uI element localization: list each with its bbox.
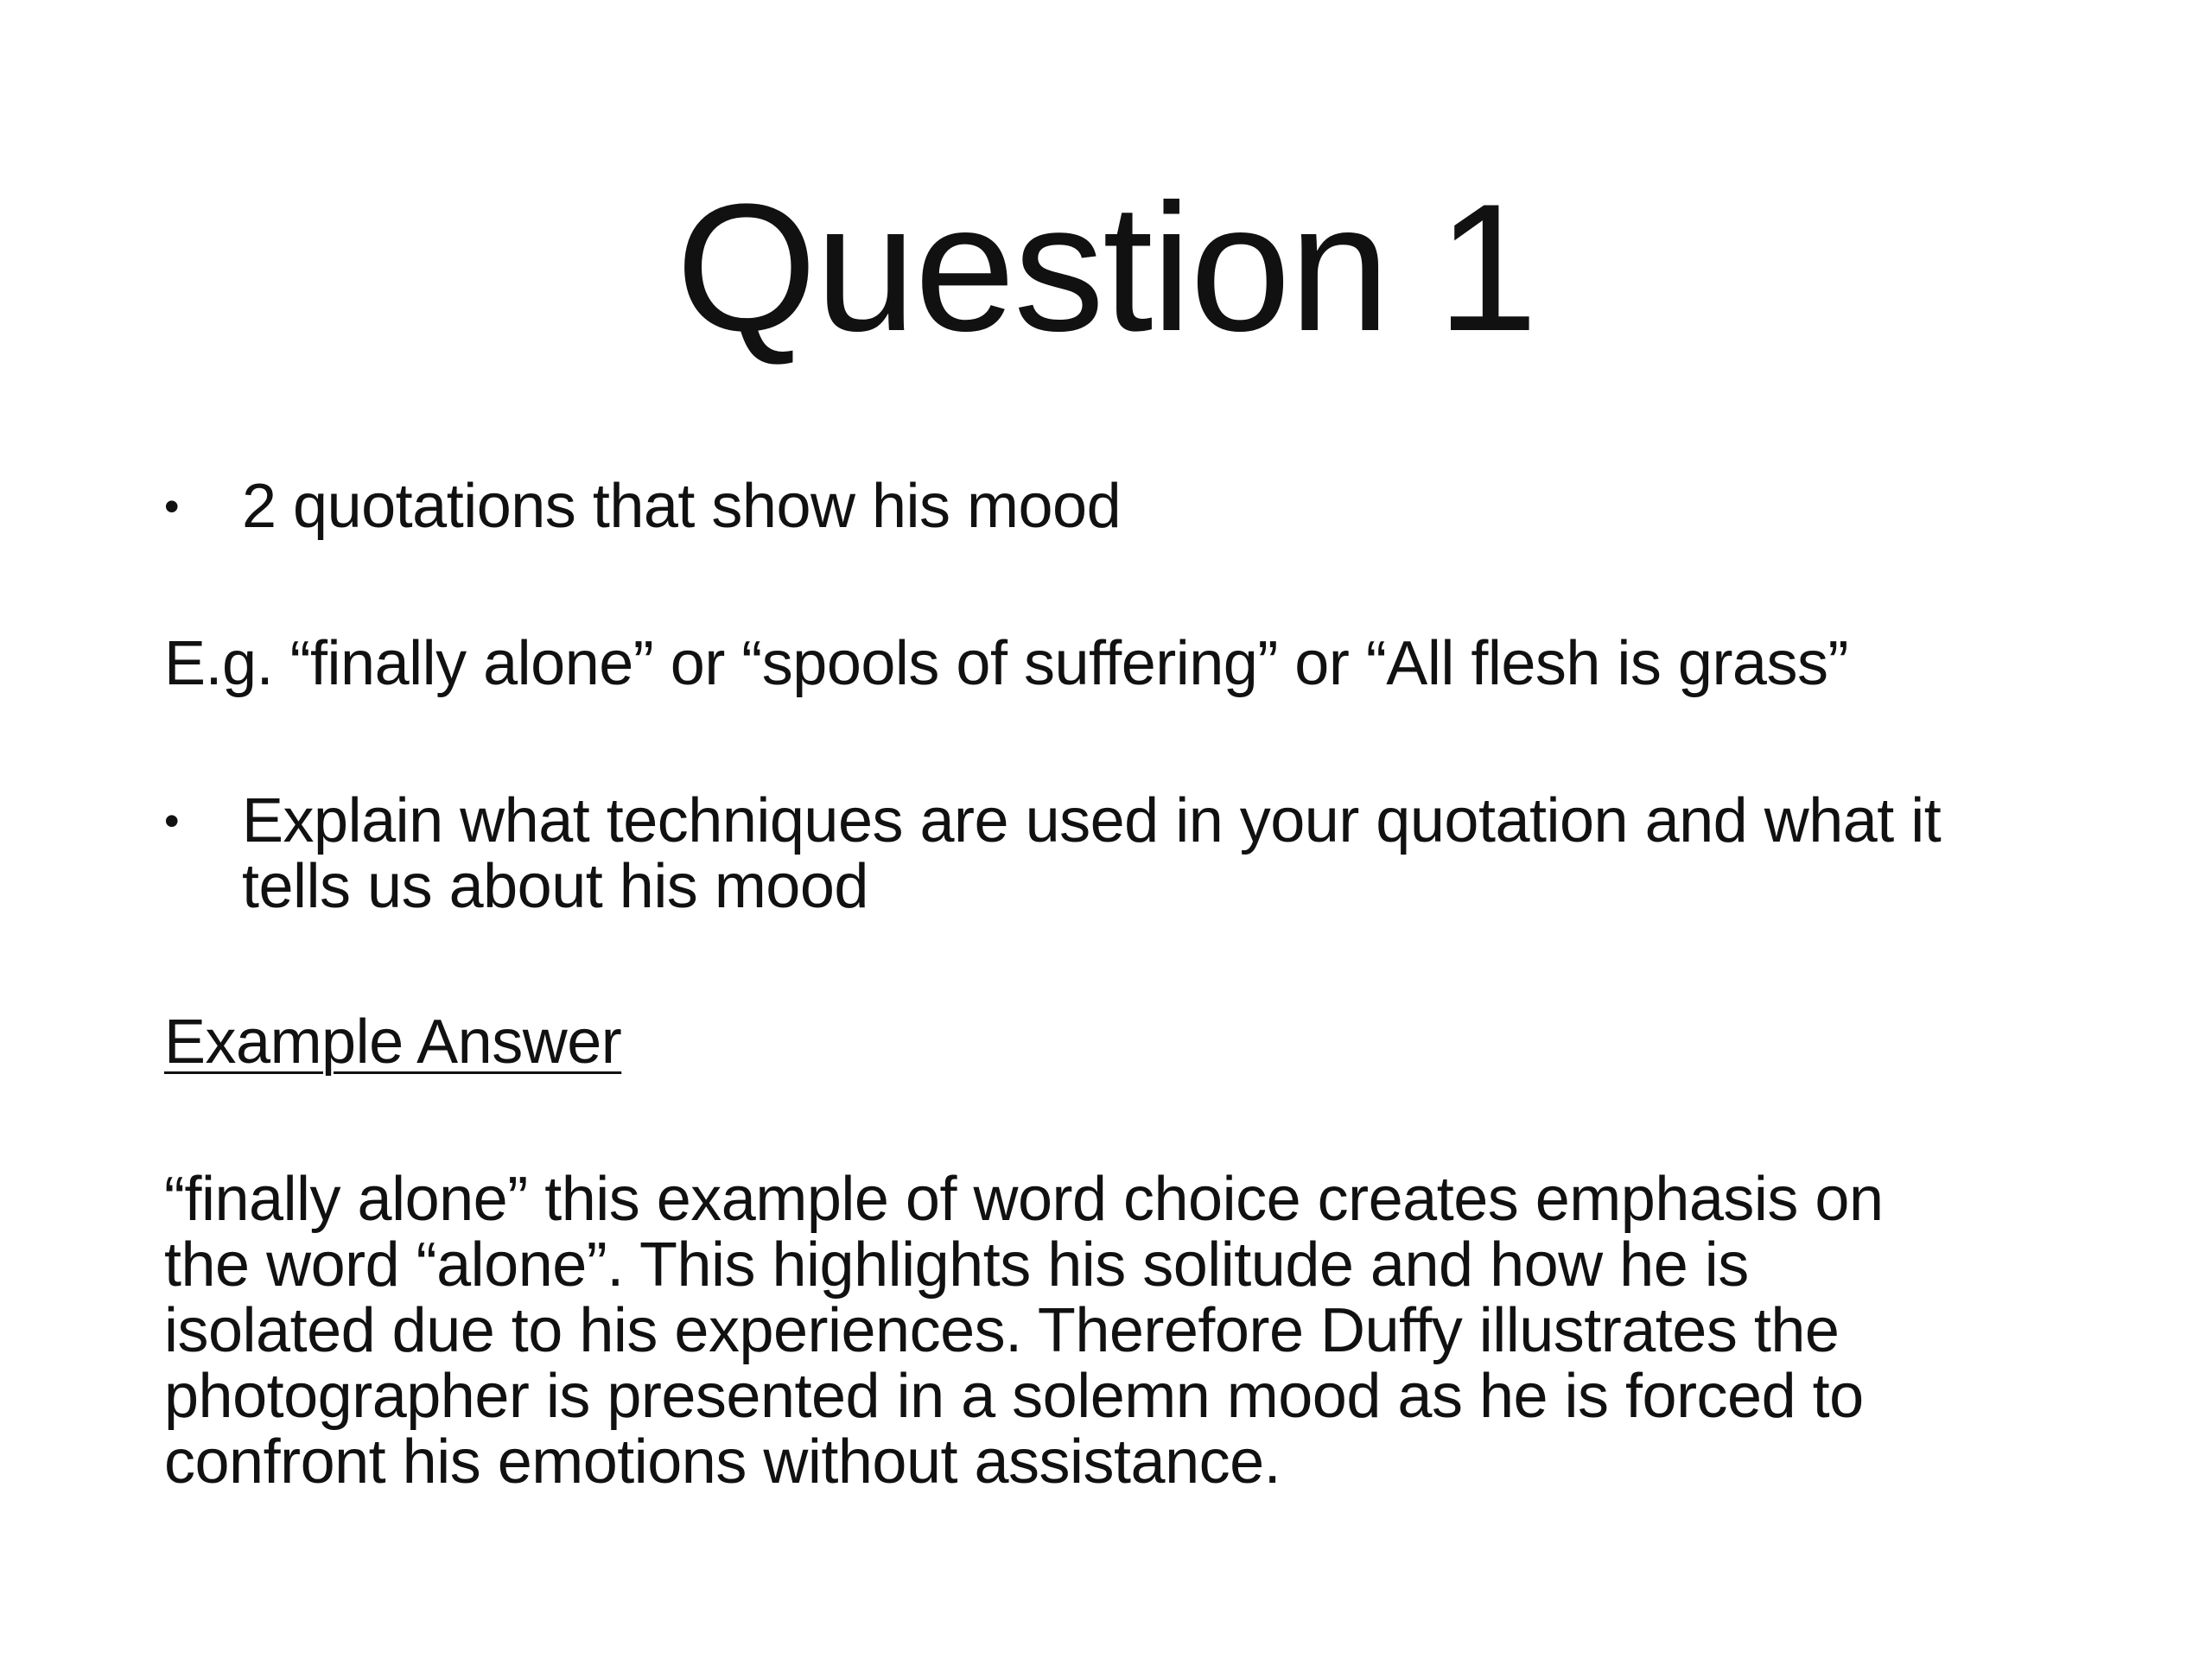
example-answer-paragraph [164, 1166, 2065, 1495]
answer-line: isolated due to his experiences. Therefore Duffy illustrates the [164, 1296, 1840, 1365]
bullet-text-line: tells us about his mood [242, 852, 868, 921]
bullet-text: 2 quotations that show his mood [242, 472, 1122, 541]
bullet-text-line: Explain what techniques are used in your quotation and what it [242, 786, 1942, 855]
bullet-marker: • [164, 797, 180, 845]
answer-line: confront his emotions without assistance. [164, 1427, 1281, 1497]
example-quotations-line: E.g. “finally alone” or “spools of suffering” or “All flesh is grass” [164, 629, 1848, 698]
bullet-text [242, 788, 2074, 919]
answer-line: photographer is presented in a solemn mood as he is forced to [164, 1362, 1864, 1431]
example-answer-heading: Example Answer [164, 1007, 622, 1077]
answer-line: “finally alone” this example of word choice creates emphasis on [164, 1165, 1884, 1234]
slide-title: Question 1 [676, 166, 1536, 369]
answer-line: the word “alone”. This highlights his solitude and how he is [164, 1230, 1749, 1300]
bullet-marker: • [164, 482, 180, 531]
